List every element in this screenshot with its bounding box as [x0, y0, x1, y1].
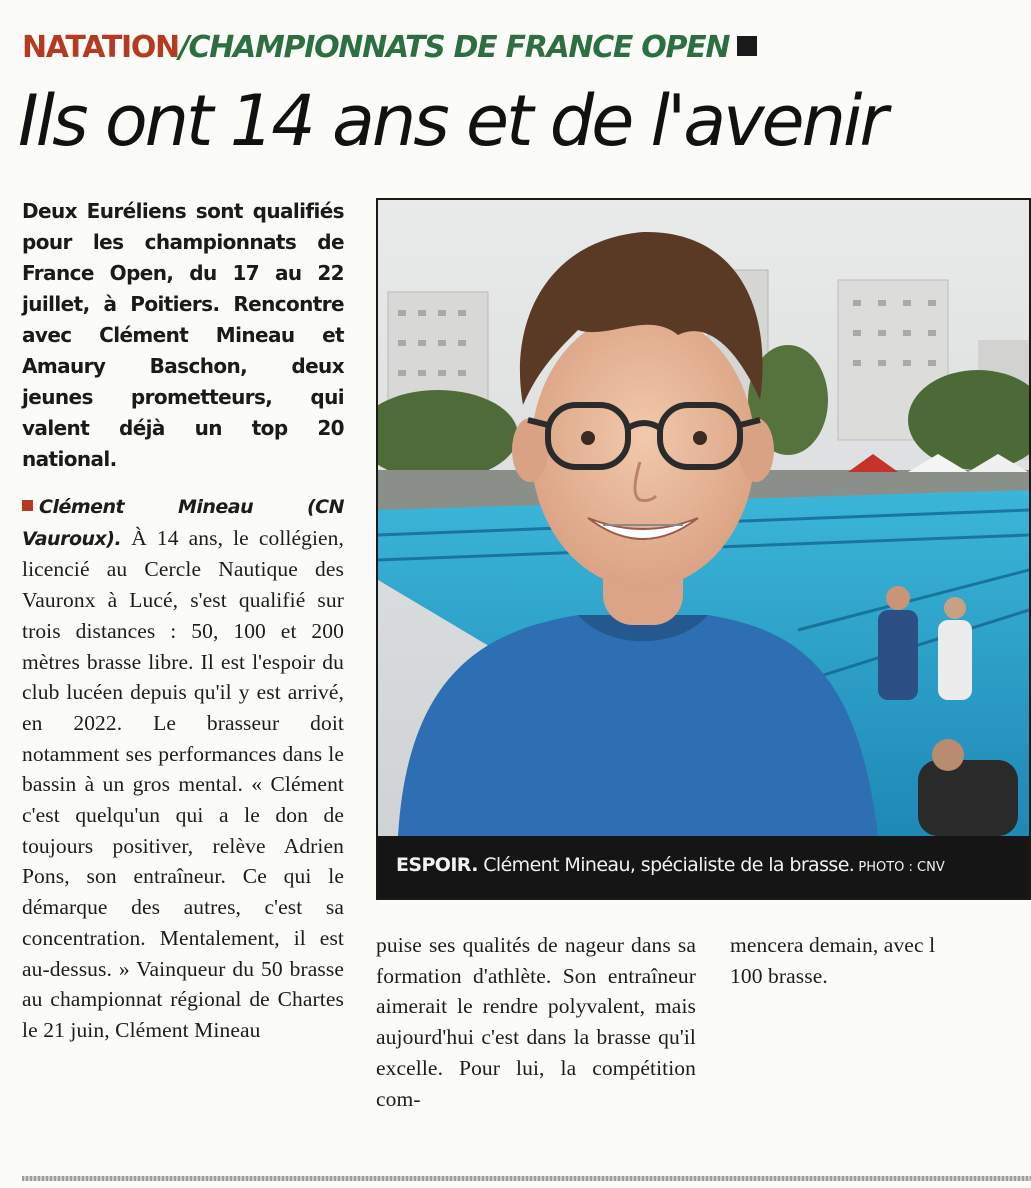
kicker-separator: /: [178, 30, 189, 65]
article-column-2: puise ses qualités de nageur dans sa formation d'athlète. Son entraîneur aimerait le rendre polyvalent, mais aujourd'hui c'est dans la brasse qu'il excelle. Pour lui, la compétition com-: [376, 933, 696, 1111]
section-kicker: [22, 30, 757, 65]
caption-text: Clément Mineau, spécialiste de la brasse.: [477, 854, 855, 876]
square-marker-icon: [737, 36, 757, 56]
bottom-rule: [22, 1176, 1031, 1181]
article-column-3: [730, 930, 1031, 991]
headline: Ils ont 14 ans et de l'avenir: [18, 80, 886, 162]
article-col1-text: À 14 ans, le collégien, licencié au Cercle Nautique des Vauronx à Lucé, s'est qualifié sur trois distances : 50, 100 et 200 mètres brasse libre. Il est l'espoir du club lucéen depuis qu'il y est arrivé, en 2022. Le brasseur doit notamment ses performances dans le bassin à un gros mental. « Clément c'est quelqu'un qui a le don de toujours positiver, relève Adrien Pons, son entraîneur. Ce qui le démarque des autres, c'est sa concentration. Mentalement, il est au-dessus. » Vainqueur du 50 brasse au championnat régional de Chartes le 21 juin, Clément Mineau: [22, 525, 344, 1042]
article-lead: Clément Mineau (CN Vauroux).: [22, 496, 344, 550]
photo-caption: [378, 836, 1029, 900]
article-column-1: [22, 491, 344, 1046]
article-col3-line2: 100 brasse.: [730, 963, 828, 988]
caption-tag: ESPOIR.: [396, 854, 478, 876]
square-bullet-icon: [22, 500, 33, 511]
article-col3-line1: mencera demain, avec l: [730, 933, 936, 957]
article-photo: [376, 198, 1031, 900]
chapo-intro: Deux Euréliens sont qualifiés pour les championnats de France Open, du 17 au 22 juillet, à Poitiers. Rencontre avec Clément Mineau et Amaury Baschon, deux jeunes prometteurs, qui valent déjà un top 20 national.: [22, 199, 344, 471]
kicker-subsection: CHAMPIONNATS DE FRANCE OPEN: [188, 30, 730, 65]
kicker-section: NATATION: [22, 30, 179, 65]
swimmer-portrait-image: [378, 200, 1029, 836]
caption-credit: PHOTO : CNV: [854, 860, 945, 875]
